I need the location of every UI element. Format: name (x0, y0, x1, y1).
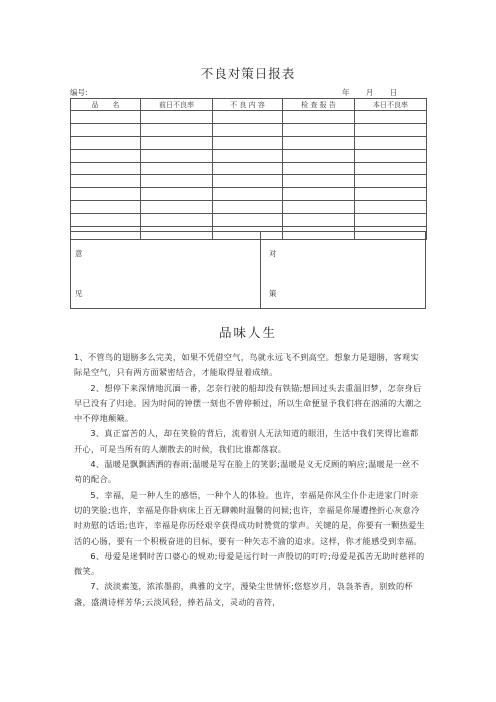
table-cell (141, 201, 213, 214)
table-cell (355, 111, 427, 124)
column-header-today-defect-rate: 本日不良率 (355, 99, 427, 111)
table-cell (355, 188, 427, 201)
table-cell (213, 136, 283, 149)
table-cell (213, 123, 283, 136)
table-cell (213, 162, 283, 175)
table-cell (355, 162, 427, 175)
table-cell (213, 188, 283, 201)
table-cell (141, 188, 213, 201)
essay-paragraph: 2、想停下来深情地沉湎一番，怎奈行驶的船却没有铁锚;想回过头去重温旧梦，怎奈身后早已没有了归途。因为时间的钟摆一刻也不曾停顿过，所以生命便显予我们将在汹涌的大潮之中不停地颠簸。 (74, 382, 422, 424)
table-cell (283, 188, 355, 201)
table-row (71, 149, 427, 162)
table-cell (283, 111, 355, 124)
table-row (71, 175, 427, 188)
table-cell (141, 123, 213, 136)
opinion-divider (260, 232, 261, 308)
table-cell (283, 175, 355, 188)
table-cell (355, 123, 427, 136)
table-cell (141, 214, 213, 227)
essay-title: 品味人生 (218, 325, 277, 340)
table-cell (71, 111, 141, 124)
table-cell (141, 111, 213, 124)
table-row (71, 123, 427, 136)
report-table (70, 98, 427, 240)
table-cell (71, 214, 141, 227)
table-cell (283, 214, 355, 227)
column-header-product: 品 名 (71, 99, 141, 111)
table-cell (355, 136, 427, 149)
table-cell (213, 175, 283, 188)
table-cell (283, 136, 355, 149)
table-cell (213, 214, 283, 227)
opinion-char-1: 意 (75, 249, 83, 258)
table-cell (71, 123, 141, 136)
table-row (71, 214, 427, 227)
essay-paragraph: 5、幸福，是一种人生的感悟，一种个人的体验。也许，幸福是你风尘仆仆走进家门时亲切的笑脸;也许，幸福是你卧病床上百无聊赖时温馨的问候;也许，幸福是你屡遭挫折心灰意冷时劝慰的话语;也许，幸福是你历经艰辛获得成功时赞赏的掌声。关键的是，你要有一颗热爱生活的心肠，要有一个积极奋进的目标，要有一种矢志不渝的追求。这样，你才能感受到幸福。 (74, 489, 426, 546)
date-label: 年 月 日 (342, 88, 398, 97)
table-cell (283, 201, 355, 214)
essay-paragraph: 1、不管鸟的翅膀多么完美，如果不凭借空气，鸟就永远飞不到高空。想象力是翅膀，客观实际是空气，只有两方面紧密结合，才能取得显着成绩。 (74, 352, 420, 378)
column-header-defect-content: 不 良 内 容 (213, 99, 283, 111)
column-header-prev-defect-rate: 前日不良率 (141, 99, 213, 111)
table-row (71, 201, 427, 214)
table-cell (213, 111, 283, 124)
opinion-char-2: 见 (75, 289, 83, 298)
table-cell (71, 201, 141, 214)
table-cell (141, 175, 213, 188)
report-title: 不良对策日报表 (200, 66, 296, 81)
table-cell (283, 162, 355, 175)
table-row (71, 188, 427, 201)
table-cell (213, 149, 283, 162)
table-cell (141, 162, 213, 175)
essay-paragraph: 7、淡淡素笺，浓浓墨韵，典雅的文字，漫染尘世情怀;悠悠岁月，袅袅茶香，别致的杯盏，盛满诗样芳华;云淡风轻，捧若品文，灵动的音符， (74, 581, 413, 607)
essay-paragraph: 3、真正富苦的人，却在笑脸的背后，流着别人无法知道的眼泪，生活中我们笑得比谁都开心，可是当所有的人潮散去的时候，我们比谁都落寂。 (74, 428, 419, 454)
countermeasure-char-1: 对 (269, 249, 277, 258)
essay-paragraph: 6、母爱是迷惘时苦口婆心的规劝;母爱是远行时一声殷切的叮咛;母爱是孤苦无助时慈祥的微笑。 (74, 550, 425, 577)
table-cell (141, 149, 213, 162)
countermeasure-char-2: 策 (269, 289, 277, 298)
table-cell (71, 175, 141, 188)
table-cell (141, 136, 213, 149)
table-cell (283, 123, 355, 136)
serial-number-label: 编号: (70, 88, 88, 97)
table-cell (355, 214, 427, 227)
opinion-countermeasure-box (70, 231, 426, 309)
table-cell (71, 149, 141, 162)
table-cell (213, 201, 283, 214)
table-cell (71, 136, 141, 149)
table-row (71, 162, 427, 175)
essay-paragraph: 4、温暖是飘飘洒洒的春雨;温暖是写在脸上的笑影;温暖是义无反顾的响应;温暖是一丝不苟的配合。 (74, 459, 420, 485)
table-cell (71, 188, 141, 201)
table-cell (283, 149, 355, 162)
table-header-row (71, 99, 427, 111)
essay-body (74, 350, 426, 610)
column-header-inspection-report: 检 查 报 告 (283, 99, 355, 111)
table-cell (355, 201, 427, 214)
table-cell (355, 175, 427, 188)
table-cell (355, 149, 427, 162)
table-row (71, 111, 427, 124)
table-row (71, 136, 427, 149)
table-cell (71, 162, 141, 175)
